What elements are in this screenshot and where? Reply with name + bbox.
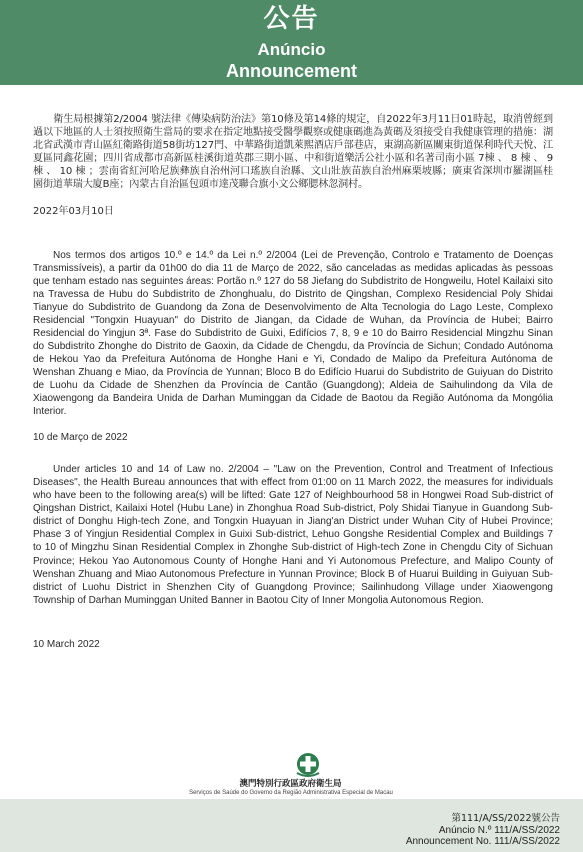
reference-footer [0,799,583,852]
health-bureau-seal-icon [293,751,323,779]
chinese-paragraph: 衛生局根據第2/2004 號法律《傳染病防治法》第10條及第14條的規定，自2022年3月11日01時起，取消曾經到過以下地區的人士須按照衛生當局的要求在指定地點接受醫學觀察或健康碼進為黃碼及須接受自我健康管理的措施：湖北省武漢市青山區紅衛路街道58街坊127門、中華路街道凱萊熙酒店戶部巷店，東湖高新區關東街道保利時代天悅、江夏區同鑫花園；四川省成都市高新區桂溪街道英郡三期小區、中和街道樂活公社小區和名著司南小區 7棟 、 8 棟 、 9 棟 、 10 棟 ；雲南省紅河哈尼族彝族自治州河口瑤族自治縣、文山壯族苗族自治州麻栗坡縣；廣東省深圳市羅湖區桂園街道華瑞大廈B座；內蒙古自治區包頭市達茂聯合旗小文公鄉腮林忽洞村。 [33,114,553,191]
title-english: Announcement [225,61,357,81]
portuguese-paragraph: Nos termos dos artigos 10.º e 14.º da Lei n.º 2/2004 (Lei de Prevenção, Controlo e Tratamento de Doenças Transmissíveis), a partir da 01h00 do dia 11 de Março de 2022, são canceladas as medidas aplicadas às pessoas que tenham estado nas seguintes áreas: Portão n.º 127 do 58 Jiefang do Subdistrito de Hongweilu, Hotel Kailaixi sito na Travessa de Hubu do Subdistrito de Zhonghualu, do Distrito de Qingshan, Complexo Residencial Poly Shidai Tianyue do Subdistrito de Guandong da Zona de Desenvolvimento de Alta Tecnologia do Lago Leste, Complexo Residencial "Tongxin Huayuan" do Distrito de Jiangan, da Cidade de Wuhan, da Província de Hubei; Bairro Residencial do Yingjun 3ª. Fase do Subdistrito de Guixi, Edifícios 7, 8, 9 e 10 do Bairro Residencial Mingzhu Sinan do Subdistrito Zhonghe do Distrito de Gaoxin, da Cidade de Chengdu, da Província de Sichun; Condado Autónoma de Hekou Yao da Prefeitura Autónoma de Honghe Hani e Yi, Condado de Malipo da Prefeitura Autónoma de Wenshan Zhuang e Miao, da Província de Yunnan; Bloco B do Edifício Huarui do Subdistrito de Guiyuan do Distrito de Luohu da Cidade de Shenzhen da Província de Cantão (Guangdong); Aldeia de Saihulindong da Vila de Xiaowengong da Bandeira Unida de Darhan Muminggan da Cidade de Baotou da Região Autónoma da Mongólia Interior. [33,249,553,418]
title-portuguese: Anúncio [257,40,326,59]
issuer-name-portuguese: Serviços de Saúde do Governo da Região Administrativa Especial de Macau [189,790,393,796]
announcement-header [0,0,583,85]
issuer-name-chinese: 澳門特別行政區政府衛生局 [239,779,342,789]
announcement-body [33,113,553,651]
english-date: 10 March 2022 [33,638,100,650]
portuguese-date: 10 de Março de 2022 [33,432,128,444]
reference-number-english: Announcement No. 111/A/SS/2022 [405,836,560,847]
title-chinese: 公告 [263,4,320,34]
reference-number-chinese: 第111/A/SS/2022號公告 [451,813,560,824]
reference-number-portuguese: Anúncio N.º 111/A/SS/2022 [438,825,560,836]
chinese-date: 2022年03月10日 [33,205,114,217]
english-paragraph: Under articles 10 and 14 of Law no. 2/2004 – "Law on the Prevention, Control and Treatment of Infectious Diseases", the Health Bureau announces that with effect from 01:00 on 11 March 2022, the measures for individuals who have been to the following area(s) will be lifted: Gate 127 of Neighbourhood 58 in Hongwei Road Sub-district of Qingshan District, Kailaixi Hotel (Hubu Lane) in Zhonghua Road Sub-district, Poly Shidai Tianyue in Guandong Sub-district of Donghu High-tech Zone, and Tongxin Huayuan in Jiang'an District under Wuhan City of Hubei Province; Phase 3 of Yingjun Residential Complex in Guixi Sub-district, Lehuo Gongshe Residential Complex and Buildings 7 to 10 of Mingzhu Sinan Residential Complex in Zhonghe Sub-district of High-tech Zone in Chengdu City of Sichuan Province; Hekou Yao Autonomous County of Honghe Hani and Yi Autonomous Prefecture, and Malipo County of Wenshan Zhuang and Miao Autonomous Prefecture in Yunnan Province; Block B of Huarui Building in Guiyuan Sub-district of Luohu District in Shenzhen City of Guangdong Province; Sailinhudong Village under Xiaowengong Township of Darhan Muminggan United Banner in Baotou City of Inner Mongolia Autonomous Region. [33,464,553,606]
